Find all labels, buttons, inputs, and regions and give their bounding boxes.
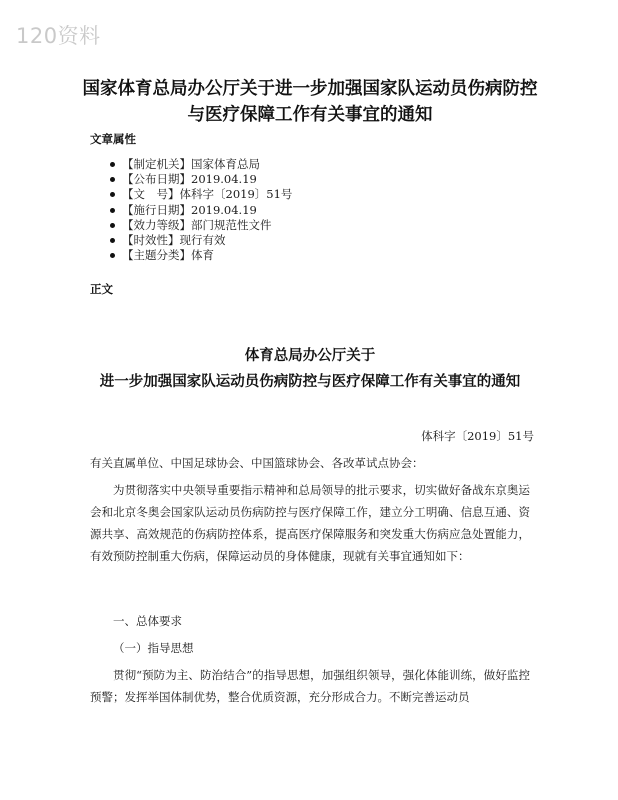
- paragraph-intro: 为贯彻落实中央领导重要指示精神和总局领导的批示要求，切实做好备战东京奥运会和北京冬奥会国家队运动员伤病防控与医疗保障工作，建立分工明确、信息互通、资源共享、高效规范的伤病防控体系，提高医疗保障服务和突发重大伤病应急处置能力，有效预防控制重大伤病，保障运动员的身体健康，现就有关事宜通知如下：: [90, 483, 530, 563]
- watermark-logo: 120资料: [16, 24, 101, 48]
- body-title-line1: 体育总局办公厅关于: [244, 348, 376, 364]
- paragraph-guiding: 贯彻“预防为主、防治结合”的指导思想，加强组织领导，强化体能训练，做好监控预警；发挥举国体制优势，整合优质资源，充分形成合力。不断完善运动员: [90, 668, 530, 704]
- attr-issuing-authority: 【制定机关】国家体育总局: [110, 157, 292, 172]
- document-number: 体科字〔2019〕51号: [421, 429, 534, 443]
- attr-publish-date: 【公布日期】2019.04.19: [110, 172, 292, 187]
- addressee: 有关直属单位、中国足球协会、中国篮球协会、各改革试点协会：: [90, 456, 424, 470]
- body-title-line2: 进一步加强国家队运动员伤病防控与医疗保障工作有关事宜的通知: [99, 374, 521, 390]
- document-title: 国家体育总局办公厅关于进一步加强国家队运动员伤病防控与医疗保障工作有关事宜的通知: [82, 79, 538, 125]
- attr-legal-level: 【效力等级】部门规范性文件: [110, 218, 292, 233]
- attributes-heading: 文章属性: [90, 132, 136, 146]
- attr-document-number: 【文 号】体科字〔2019〕51号: [110, 187, 292, 202]
- attr-topic: 【主题分类】体育: [110, 248, 292, 263]
- section-heading-general: 一、总体要求: [113, 614, 182, 628]
- attributes-list: [110, 157, 292, 263]
- attr-validity: 【时效性】现行有效: [110, 233, 292, 248]
- attr-effective-date: 【施行日期】2019.04.19: [110, 203, 292, 218]
- body-title: [90, 343, 530, 395]
- body-heading: 正文: [90, 282, 113, 296]
- subsection-heading-guiding: （一）指导思想: [113, 641, 194, 655]
